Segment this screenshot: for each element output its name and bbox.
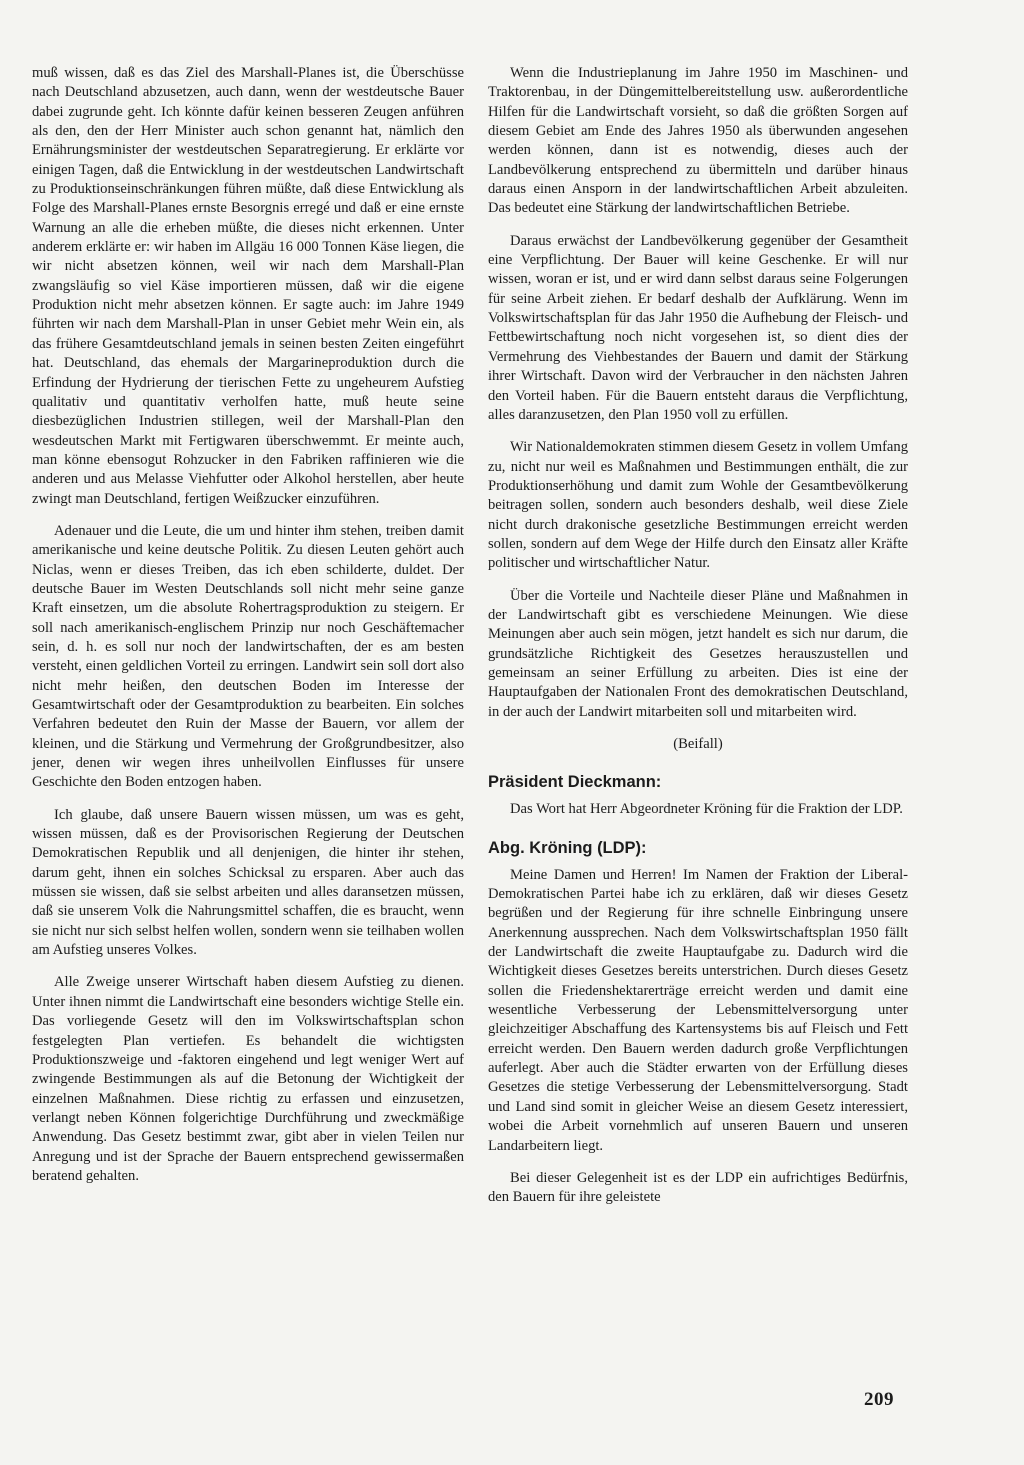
- paragraph: Ich glaube, daß unsere Bauern wissen müssen, um was es geht, wissen müssen, daß es der Provisorischen Regierung der Deutschen Demokratischen Republik und all denjenigen, die hinter ihr stehen, darum geht, ihnen ein solches Schicksal zu ersparen. Aber auch das müssen sie wissen, daß sie selbst arbeiten und alles daransetzen müssen, daß sie unserem Volk die Nahrungsmittel schaffen, die es braucht, wenn sie nicht nur sich selbst helfen wollen, sondern wenn sie teilhaben wollen am Aufstieg unseres Volkes.: [32, 806, 464, 959]
- paragraph: Wir Nationaldemokraten stimmen diesem Gesetz in vollem Umfang zu, nicht nur weil es Maßnahmen und Bestimmungen enthält, die zur Produktionserhöhung und damit zum Wohle der Gesamtbevölkerung beitragen sollen, sondern auch besonders deshalb, weil diese Ziele nicht durch drakonische gesetzliche Bestimmungen erreicht werden sollen, sondern auf dem Wege der Hilfe durch den Einsatz aller Kräfte politischer und wirtschaftlicher Natur.: [488, 439, 908, 572]
- page-number: 209: [864, 1389, 894, 1410]
- paragraph: Das Wort hat Herr Abgeordneter Kröning für die Fraktion der LDP.: [510, 801, 903, 818]
- paragraph: Über die Vorteile und Nachteile dieser Pläne und Maßnahmen in der Landwirtschaft gibt es verschiedene Meinungen. Wie diese Meinungen aber auch sein mögen, jetzt handelt es sich nur darum, die grundsätzliche Richtigkeit des Gesetzes herauszustellen und gemeinsam an seiner Erfüllung zu arbeiten. Dies ist eine der Hauptaufgaben der Nationalen Front des demokratischen Deutschland, in der auch der Landwirt mitarbeiten soll und mitarbeiten wird.: [488, 587, 908, 720]
- paragraph: Alle Zweige unserer Wirtschaft haben diesem Aufstieg zu dienen. Unter ihnen nimmt die Landwirtschaft eine besonders wichtige Stelle ein. Das vorliegende Gesetz will den im Volkswirtschaftsplan schon festgelegten Plan vertiefen. Es behandelt die wichtigsten Produktionszweige und -faktoren eingehend und legt weniger Wert auf zwingende Bestimmungen als auf die Betonung der Wichtigkeit der einzelnen Maßnahmen. Diese richtig zu erfassen und einzusetzen, verlangt neben Können folgerichtige Durchführung und zweckmäßige Anwendung. Das Gesetz bestimmt zwar, gibt aber in vielen Teilen nur Anregung und ist der Sprache der Bauern entsprechend gewissermaßen beratend gehalten.: [32, 974, 464, 1184]
- paragraph: Meine Damen und Herren! Im Namen der Fraktion der Liberal-Demokratischen Partei habe ich zu erklären, daß wir dieses Gesetz begrüßen und der Regierung für ihre schnelle Einbringung unsere Anerkennung aussprechen. Nach dem Volkswirtschaftsplan 1950 fällt der Landwirtschaft die zweite Hauptaufgabe zu. Dadurch wird die Wichtigkeit dieses Gesetzes bereits unterstrichen. Durch dieses Gesetz sollen die Friedenshektarerträge erreicht werden und damit eine wesentliche Verbesserung der Lebensmittelversorgung unter gleichzeitiger Abschaffung des Kartensystems bis auf Fleisch und Fett erreicht werden. Den Bauern werden dadurch große Verpflichtungen auferlegt. Aber auch die Städter erwarten von der Erfüllung dieses Gesetzes die stetige Verbesserung der Lebensmittelversorgung. Stadt und Land sind somit in gleicher Weise an diesem Gesetz interessiert, wobei die Arbeit vornehmlich auf unseren Bauern und unseren Landarbeitern liegt.: [488, 866, 908, 1154]
- paragraph: Daraus erwächst der Landbevölkerung gegenüber der Gesamtheit eine Verpflichtung. Der Bauer will keine Geschenke. Er will nur wissen, woran er ist, und er wird dann selbst daraus seine Folgerungen für seine Arbeit ziehen. Er bedarf deshalb der Aufklärung. Wenn im Volkswirtschaftsplan für das Jahr 1950 die Aufhebung der Fleisch- und Fettbewirtschaftung noch nicht vorgesehen ist, so dient dies der Vermehrung des Viehbestandes der Bauern und damit der Stärkung ihrer Wirtschaft. Davon wird der Verbraucher in den nächsten Jahren den Vorteil haben. Für die Bauern entsteht daraus die Verpflichtung, alles daranzusetzen, den Plan 1950 voll zu erfüllen.: [488, 232, 908, 423]
- speaker-heading: Abg. Kröning (LDP):: [488, 838, 647, 857]
- paragraph: Wenn die Industrieplanung im Jahre 1950 im Maschinen- und Traktorenbau, in der Düngemittelbereitstellung usw. außerordentliche Hilfen für die Landwirtschaft vorsieht, so daß die größten Sorgen auf diesem Gebiet am Ende des Jahres 1950 als überwunden angesehen werden können, dann ist es notwendig, dieses auch der Landbevölkerung entsprechend zu übermitteln und darüber hinaus daraus einen Ansporn in der landwirtschaftlichen Arbeit abzuleiten. Das bedeutet eine Stärkung der landwirtschaftlichen Betriebe.: [488, 65, 908, 217]
- paragraph: Adenauer und die Leute, die um und hinter ihm stehen, treiben damit amerikanische und keine deutsche Politik. Zu diesen Leuten gehört auch Niclas, wenn er dieses Treiben, das ich eben schilderte, duldet. Der deutsche Bauer im Westen Deutschlands soll nicht mehr seine ganze Kraft einsetzen, um die absolute Rohertragsproduktion zu steigern. Er soll nach amerikanisch-englischem Prinzip nur noch Geschäftemacher sein, d. h. es soll nur noch der landwirtschaften, der es am besten versteht, einen geldlichen Vorteil zu erringen. Landwirt sein soll dort also nicht mehr heißen, den deutschen Boden im Interesse der Gesamtwirtschaft oder der Gesamtproduktion zu bearbeiten. Ein solches Verfahren bedeutet den Ruin der Masse der Bauern, vor allem der kleinen, und die Stärkung und Vermehrung der Großgrundbesitzer, also jener, denen wir wegen ihres unheilvollen Einflusses für unsere Geschichte den Boden entzogen haben.: [32, 522, 464, 791]
- paragraph: Bei dieser Gelegenheit ist es der LDP ein aufrichtiges Bedürfnis, den Bauern für ihre geleistete: [488, 1169, 908, 1206]
- paragraph: muß wissen, daß es das Ziel des Marshall-Planes ist, die Überschüsse nach Deutschland abzusetzen, auch dann, wenn der westdeutsche Bauer dabei zugrunde geht. Ich könnte dafür keinen besseren Zeugen anführen als den, den der Herr Minister auch schon genannt hat, nämlich den Ernährungsminister der westdeutschen Separatregierung. Er erklärte vor einigen Tagen, daß die Entwicklung in der westdeutschen Landwirtschaft zu Produktionseinschränkungen führen müßte, daß diese Entwicklung als Folge des Marshall-Planes ernste Besorgnis erregé und daß er eine ernste Warnung an alle die erheben müßte, die dieses nicht erkennen. Unter anderem erklärte er: wir haben im Allgäu 16 000 Tonnen Käse liegen, die wir nicht absetzen können, weil wir nach dem Marshall-Plan zwangsläufig so viel Käse importieren müssen, daß wir die eigene Produktion nicht mehr absetzen können. Er sagte auch: im Jahre 1949 führten wir nach dem Marshall-Plan in unser Gebiet mehr Wein ein, als das frühere Gesamtdeutschland jemals in seinen besten Zeiten eingeführt hat. Deutschland, das ehemals der Margarineproduktion durch die Erfindung der Hydrierung der tierischen Fette zu ungeheurem Aufstieg qualitativ und quantitativ verholfen hatte, muß heute seine diesbezüglichen Industrien stillegen, weil der Marshall-Plan den wesdeutschen Markt mit Fertigwaren überschwemmt. Er meinte auch, man könne ebensogut Rohzucker in den Fabriken raffinieren wie die anderen und aus Melasse Viehfutter oder Alkohol herstellen, aber heute zwingt man Deutschland, fertigen Weißzucker einzuführen.: [32, 65, 464, 507]
- left-column: [32, 64, 464, 1199]
- applause-note: (Beifall): [673, 736, 723, 752]
- speaker-heading: Präsident Dieckmann:: [488, 773, 662, 792]
- right-column: [488, 64, 908, 1221]
